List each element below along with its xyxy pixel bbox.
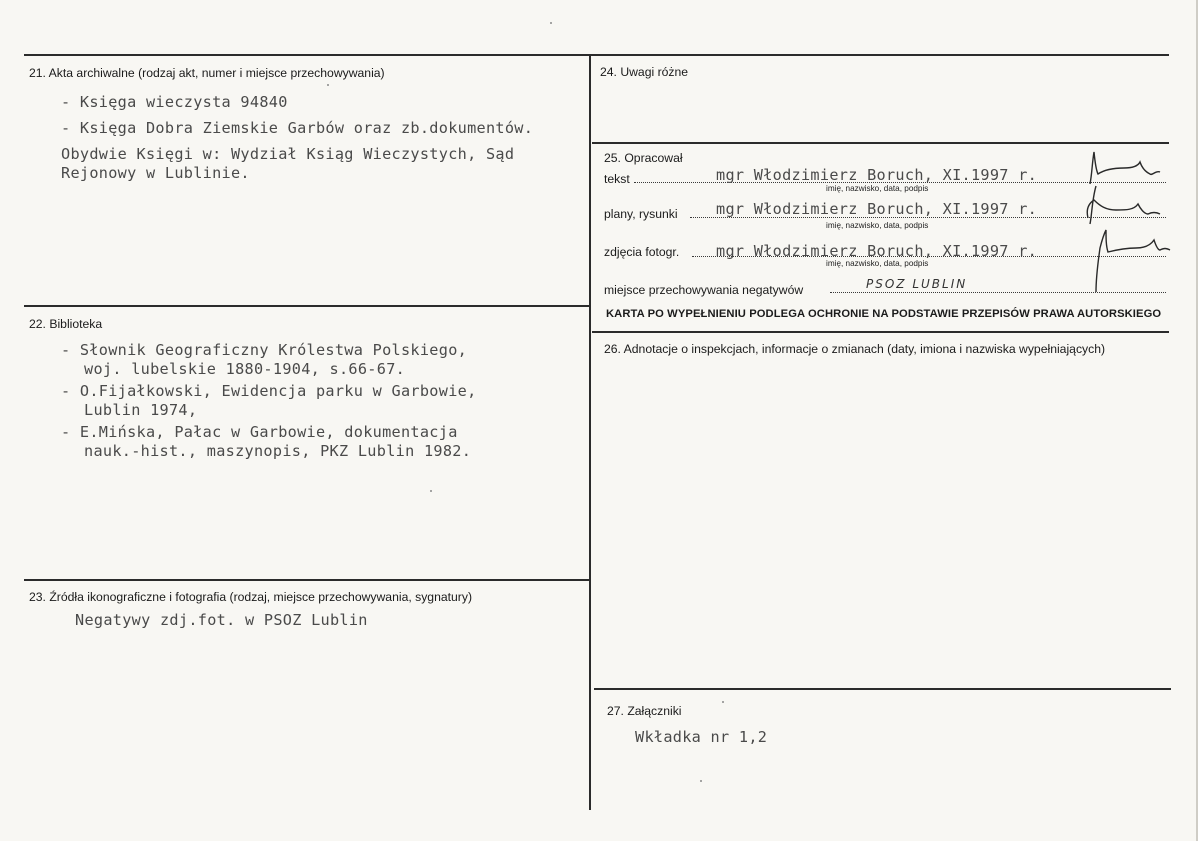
negatives-handwritten-value: PSOZ LUBLIN — [866, 277, 968, 291]
section-24-label: 24. Uwagi różne — [600, 65, 689, 79]
section-23-label: 23. Źródła ikonograficzne i fotografia (rodzaj, miejsce przechowywania, sygnatury) — [29, 590, 473, 604]
s27-line-1: Wkładka nr 1,2 — [635, 728, 768, 746]
s21-line-4: Rejonowy w Lublinie. — [61, 164, 250, 182]
paper-speck — [430, 490, 432, 492]
s22-line-5: - E.Mińska, Pałac w Garbowie, dokumentacja — [61, 423, 458, 441]
handwritten-signature-icon — [1082, 184, 1166, 226]
rule-24-25 — [592, 142, 1169, 144]
plany-caption: imię, nazwisko, data, podpis — [826, 221, 929, 230]
s22-line-6: nauk.-hist., maszynopis, PKZ Lublin 1982. — [84, 442, 472, 460]
copyright-notice: KARTA PO WYPEŁNIENIU PODLEGA OCHRONIE NA PODSTAWIE PRZEPISÓW PRAWA AUTORSKIEGO — [606, 308, 1162, 320]
rule-21-22 — [24, 305, 591, 307]
section-26-label: 26. Adnotacje o inspekcjach, informacje o zmianach (daty, imiona i nazwiska wypełniających) — [604, 342, 1106, 356]
paper-speck — [550, 22, 552, 24]
plany-value: mgr Włodzimierz Boruch, XI.1997 r. — [716, 200, 1038, 218]
s22-line-1: - Słownik Geograficzny Królestwa Polskiego, — [61, 341, 468, 359]
zdjecia-value: mgr Włodzimierz Boruch, XI.1997 r. — [716, 242, 1038, 260]
section-22-label: 22. Biblioteka — [29, 317, 103, 331]
plany-label: plany, rysunki — [604, 207, 678, 221]
handwritten-signature-icon — [1084, 146, 1166, 186]
s22-line-3: - O.Fijałkowski, Ewidencja parku w Garbowie, — [61, 382, 477, 400]
negatives-label: miejsce przechowywania negatywów — [604, 283, 804, 297]
tekst-label: tekst — [604, 172, 630, 186]
paper-speck — [722, 701, 724, 703]
s21-line-1: - Księga wieczysta 94840 — [61, 93, 288, 111]
s22-line-2: woj. lubelskie 1880-1904, s.66-67. — [84, 360, 406, 378]
s21-line-2: - Księga Dobra Ziemskie Garbów oraz zb.dokumentów. — [61, 119, 534, 137]
s22-line-4: Lublin 1974, — [84, 401, 198, 419]
top-rule-right — [591, 54, 1169, 56]
paper-speck — [700, 780, 702, 782]
tekst-caption: imię, nazwisko, data, podpis — [826, 184, 929, 193]
s21-line-3: Obydwie Księgi w: Wydział Ksiąg Wieczystych, Sąd — [61, 145, 515, 163]
section-27-label: 27. Załączniki — [607, 704, 682, 718]
rule-26-27 — [594, 688, 1171, 690]
zdjecia-label: zdjęcia fotogr. — [604, 245, 680, 259]
paper-speck — [327, 84, 329, 86]
rule-22-23 — [24, 579, 591, 581]
handwritten-signature-icon — [1090, 224, 1174, 294]
column-divider — [589, 54, 591, 810]
section-25-label: 25. Opracował — [604, 151, 683, 165]
zdjecia-caption: imię, nazwisko, data, podpis — [826, 259, 929, 268]
s23-line-1: Negatywy zdj.fot. w PSOZ Lublin — [75, 611, 368, 629]
rule-25-26 — [592, 331, 1169, 333]
section-21-label: 21. Akta archiwalne (rodzaj akt, numer i miejsce przechowywania) — [29, 66, 385, 80]
tekst-value: mgr Włodzimierz Boruch, XI.1997 r. — [716, 166, 1038, 184]
top-rule-left — [24, 54, 591, 56]
